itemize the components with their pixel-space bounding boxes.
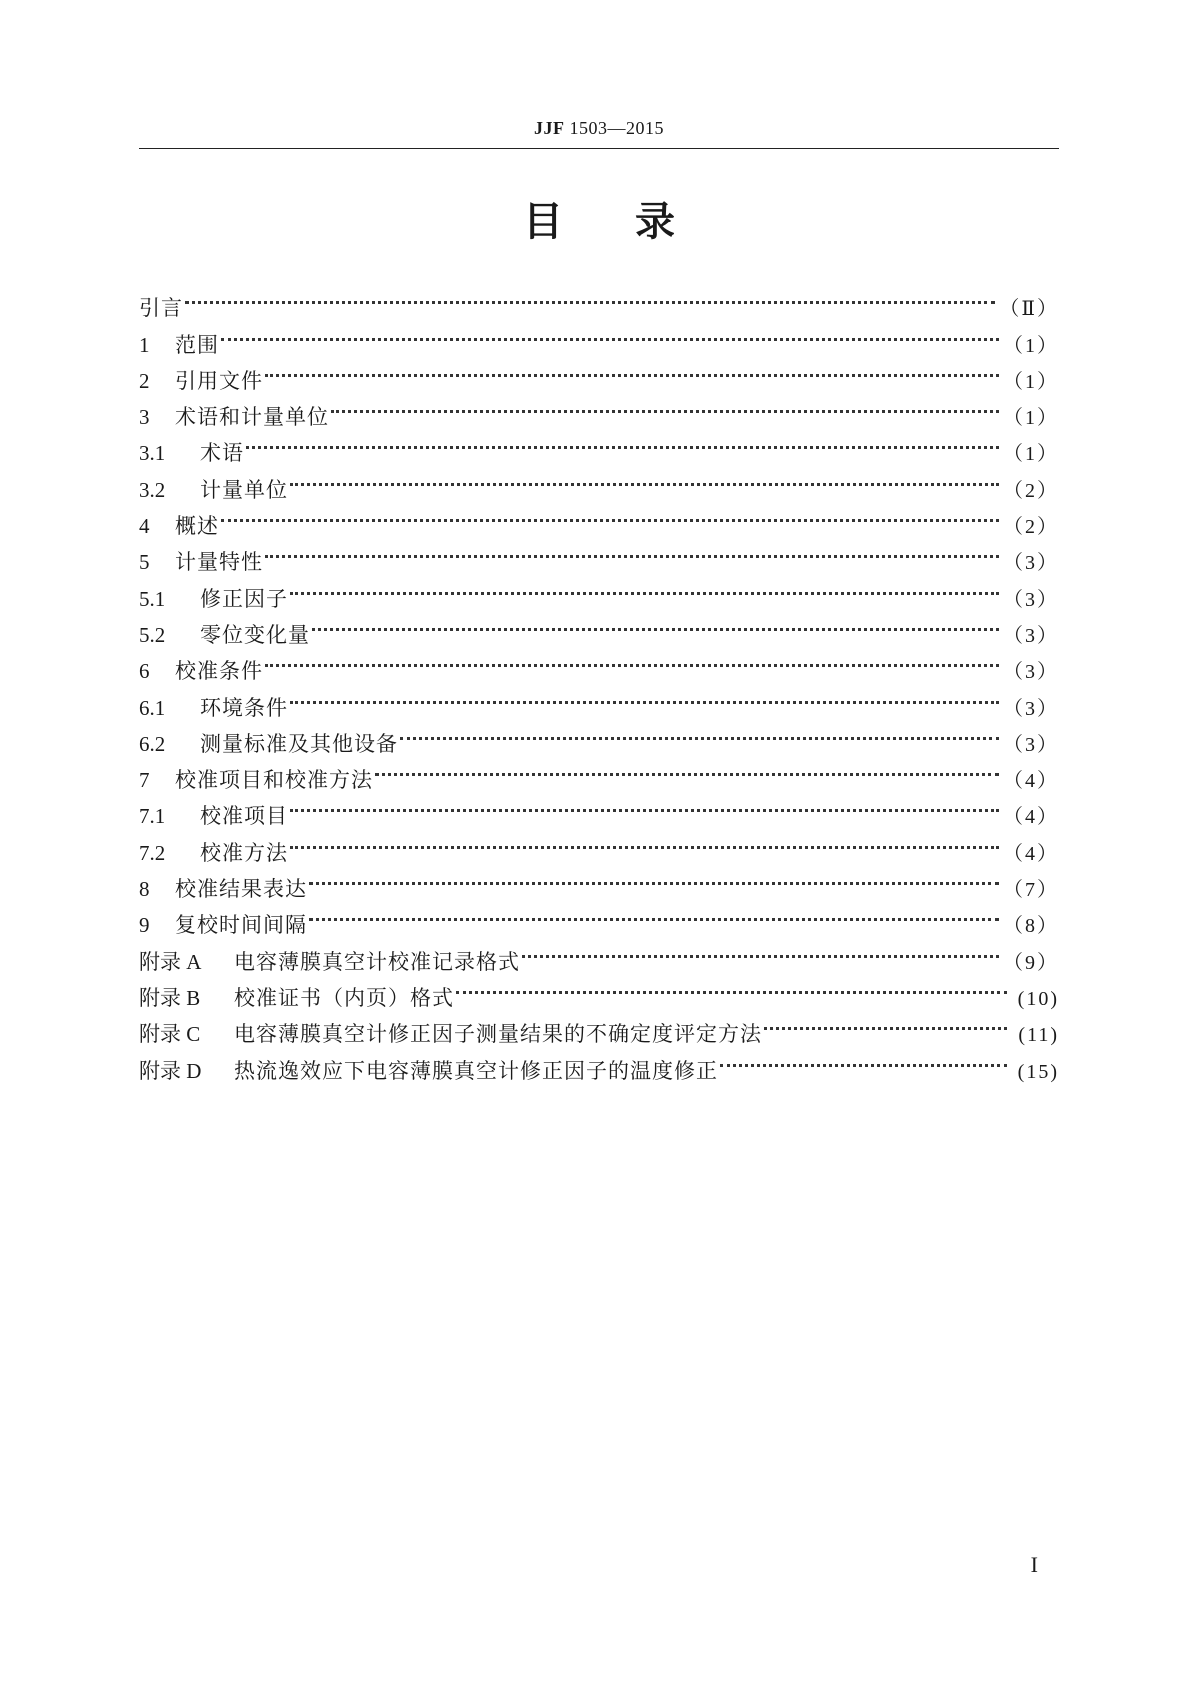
table-of-contents <box>139 279 1059 1083</box>
toc-entry-number: 9 <box>139 913 150 938</box>
toc-entry-number: 附录 B <box>139 985 201 1010</box>
toc-entry-title: 校准证书（内页）格式 <box>234 985 454 1010</box>
standard-number: 1503—2015 <box>569 118 664 138</box>
toc-entry-title: 校准方法 <box>200 840 288 865</box>
toc-entry-page: （7） <box>1003 879 1059 902</box>
toc-entry-page: （1） <box>1003 370 1059 393</box>
toc-entry-title: 术语和计量单位 <box>175 405 329 430</box>
toc-entry-title: 概述 <box>175 514 219 539</box>
toc-entry-number: 1 <box>139 332 150 357</box>
toc-entry-page: （2） <box>1003 479 1059 502</box>
toc-entry-number: 6.2 <box>139 731 166 756</box>
toc-leader-dots <box>290 787 999 823</box>
toc-entry-number: 4 <box>139 514 150 539</box>
toc-leader-dots <box>185 279 995 315</box>
toc-entry[interactable] <box>139 460 1059 502</box>
toc-entry-number: 3 <box>139 405 150 430</box>
toc-leader-dots <box>290 460 999 496</box>
toc-entry-number: 7.2 <box>139 840 166 865</box>
toc-leader-dots <box>309 896 999 932</box>
toc-entry-number: 5.2 <box>139 622 166 647</box>
toc-entry-page: （4） <box>1003 842 1059 865</box>
page-number: I <box>1030 1552 1038 1577</box>
toc-entry-number: 7 <box>139 768 150 793</box>
toc-entry-number: 6 <box>139 659 150 684</box>
toc-entry[interactable] <box>139 642 1059 684</box>
toc-leader-dots <box>400 715 999 751</box>
toc-leader-dots <box>221 497 999 533</box>
toc-leader-dots <box>290 569 999 605</box>
toc-entry-page: （1） <box>1003 443 1059 466</box>
toc-leader-dots <box>764 1005 1007 1041</box>
toc-entry[interactable] <box>139 279 1059 321</box>
toc-entry-number: 5 <box>139 550 150 575</box>
toc-entry-number: 附录 A <box>139 949 202 974</box>
toc-leader-dots <box>331 388 999 424</box>
toc-entry-title: 校准项目和校准方法 <box>175 768 373 793</box>
toc-entry-title: 计量特性 <box>175 550 263 575</box>
toc-entry-title: 引言 <box>139 296 183 321</box>
toc-entry-title: 测量标准及其他设备 <box>200 731 398 756</box>
toc-entry-page: (15) <box>1017 1060 1059 1083</box>
toc-entry-page: （3） <box>1003 697 1059 720</box>
toc-entry-number: 7.1 <box>139 804 166 829</box>
toc-entry-number: 2 <box>139 368 150 393</box>
toc-entry-number: 附录 C <box>139 1022 201 1047</box>
toc-leader-dots <box>375 751 999 787</box>
toc-leader-dots <box>312 606 999 642</box>
toc-entry-page: （4） <box>1003 806 1059 829</box>
toc-leader-dots <box>221 315 999 351</box>
toc-entry-page: （8） <box>1003 915 1059 938</box>
toc-entry[interactable] <box>139 497 1059 539</box>
standard-code: JJF <box>534 118 565 138</box>
toc-entry-page: （3） <box>1003 588 1059 611</box>
toc-entry-title: 零位变化量 <box>200 622 310 647</box>
toc-entry-page: （3） <box>1003 624 1059 647</box>
toc-entry-title: 范围 <box>175 332 219 357</box>
toc-entry-title: 电容薄膜真空计修正因子测量结果的不确定度评定方法 <box>234 1022 762 1047</box>
toc-entry-number: 附录 D <box>139 1058 202 1083</box>
toc-entry[interactable] <box>139 424 1059 466</box>
toc-entry-page: （3） <box>1003 661 1059 684</box>
toc-leader-dots <box>720 1041 1007 1077</box>
toc-leader-dots <box>309 860 999 896</box>
toc-entry-page: （3） <box>1003 733 1059 756</box>
toc-entry-title: 校准条件 <box>175 659 263 684</box>
toc-entry-title: 校准项目 <box>200 804 288 829</box>
toc-entry-number: 6.1 <box>139 695 166 720</box>
toc-entry-page: （9） <box>1003 951 1059 974</box>
toc-entry-title: 计量单位 <box>200 477 288 502</box>
toc-entry[interactable] <box>139 352 1059 393</box>
toc-leader-dots <box>456 969 1007 1005</box>
toc-leader-dots <box>265 533 999 569</box>
toc-entry-page: (10) <box>1017 987 1059 1010</box>
toc-entry-page: （2） <box>1003 516 1059 539</box>
toc-entry-page: （1） <box>1003 407 1059 430</box>
toc-leader-dots <box>265 642 999 678</box>
header-rule <box>139 148 1059 149</box>
toc-entry[interactable] <box>139 388 1059 430</box>
toc-entry-title: 热流逸效应下电容薄膜真空计修正因子的温度修正 <box>234 1058 718 1083</box>
toc-leader-dots <box>290 823 999 859</box>
toc-entry-title: 术语 <box>200 441 244 466</box>
toc-entry[interactable] <box>139 569 1059 611</box>
toc-entry-page: (11) <box>1018 1024 1059 1047</box>
toc-entry-title: 修正因子 <box>200 586 288 611</box>
toc-entry-number: 8 <box>139 877 150 902</box>
toc-leader-dots <box>522 932 999 968</box>
toc-entry-title: 电容薄膜真空计校准记录格式 <box>234 949 520 974</box>
toc-entry-number: 3.2 <box>139 477 166 502</box>
toc-entry[interactable] <box>139 315 1059 357</box>
document-header <box>139 118 1059 139</box>
toc-entry[interactable] <box>139 678 1059 720</box>
toc-leader-dots <box>246 424 999 460</box>
toc-leader-dots <box>290 678 999 714</box>
toc-entry-page: （1） <box>1003 334 1059 357</box>
toc-entry-number: 3.1 <box>139 441 166 466</box>
toc-entry-title: 环境条件 <box>200 695 288 720</box>
toc-entry-page: （Ⅱ） <box>999 298 1059 321</box>
toc-entry-title: 校准结果表达 <box>175 877 307 902</box>
toc-entry-page: （3） <box>1003 552 1059 575</box>
toc-entry-number: 5.1 <box>139 586 166 611</box>
toc-entry-page: （4） <box>1003 770 1059 793</box>
toc-entry-title: 复校时间间隔 <box>175 913 307 938</box>
toc-leader-dots <box>265 352 999 388</box>
toc-entry-title: 引用文件 <box>175 368 263 393</box>
toc-entry[interactable] <box>139 533 1059 575</box>
page-title: 目录 <box>523 199 747 245</box>
